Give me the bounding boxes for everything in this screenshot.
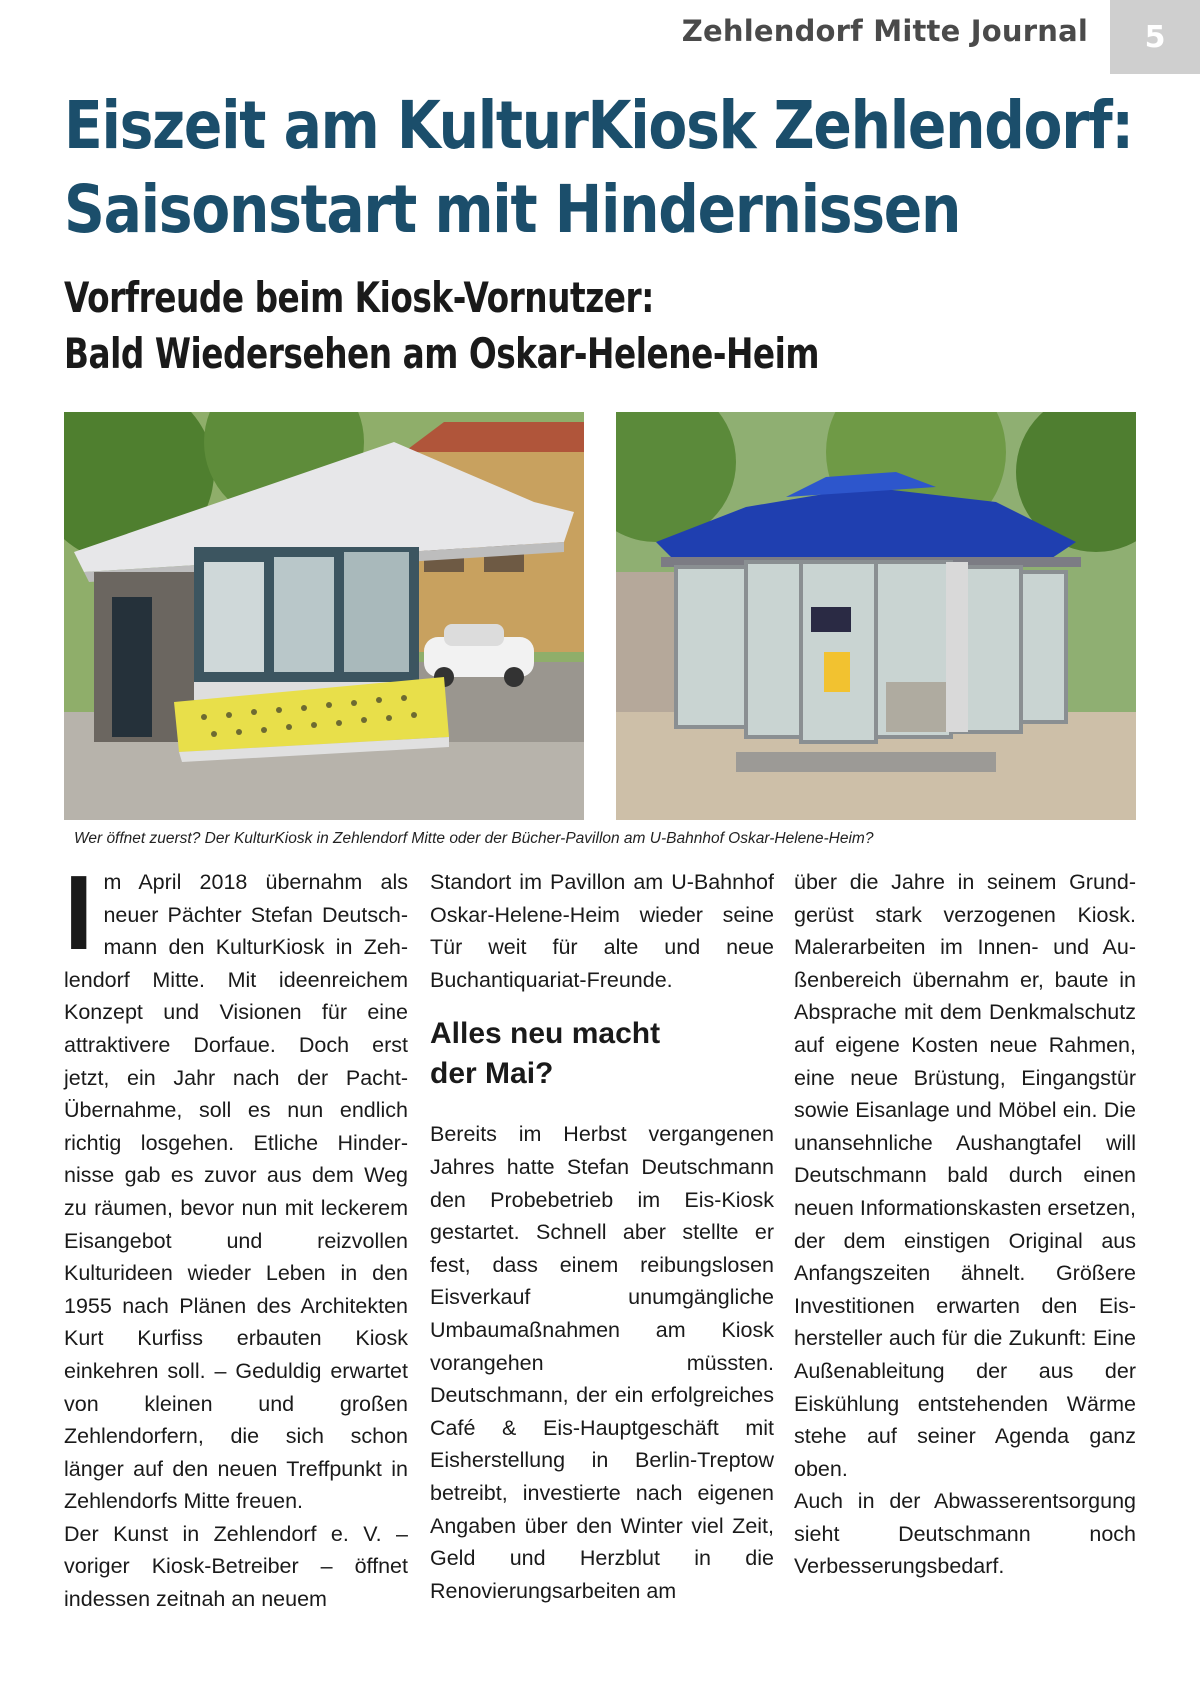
paragraph-standort: Standort im Pavillon am U-Bahnhof Oskar-Helene-Heim wieder seine Tür weit für alte und neue Buchantiquariat-Freunde. bbox=[430, 870, 774, 992]
drop-cap: I bbox=[64, 854, 94, 972]
subheadline-line-2: Bald Wiedersehen am Oskar-Helene-Heim bbox=[64, 329, 820, 378]
intro-text: m April 2018 übernahm als neuer Pächter Stefan Deutschmann den KulturKiosk in Zehlendorf Mitte. Mit ideenreichem Konzept und Visionen für eine attraktivere Dorfaue. Doch erst jetzt, ein Jahr nach der Pacht-Übernahme, soll es nun endlich richtig losgehen. Etliche Hindernisse gab es zuvor aus dem Weg zu räumen, bevor nun mit leckerem Eisangebot und reizvollen Kulturideen wieder Leben in den 1955 nach Plänen des Architekten Kurt Kurfiss erbauten Kiosk einkehren soll. – Geduldig erwartet von kleinen und großen Zehlendorfern, die sich schon länger auf den neuen Treffpunkt in Zehlendorfs Mitte freuen. bbox=[64, 870, 408, 1514]
photo-caption: Wer öffnet zuerst? Der KulturKiosk in Zehlendorf Mitte oder der Bücher-Pavillon am U-Bahnhof Oskar-Helene-Heim? bbox=[74, 830, 874, 847]
subhead-line-1: Alles neu macht bbox=[430, 1017, 661, 1051]
page-number: 5 bbox=[1144, 19, 1166, 55]
article-headline bbox=[64, 84, 1133, 252]
paragraph-probebetrieb: Bereits im Herbst vergangenen Jahres hatte Stefan Deutschmann den Probebetrieb im Eis-Kiosk gestartet. Schnell aber stellte er fest, dass einem reibungslosen Eisverkauf unumgängliche Umbaumaßnahmen am Kiosk vorangehen müssten. Deutschmann, der ein erfolgreiches Café & Eis-Hauptgeschäft mit Eisherstellung in Berlin-Treptow betreibt, investierte nach eigenen Angaben über den Winter viel Zeit, Geld und Herzblut in die Renovierungsarbeiten am bbox=[430, 1122, 774, 1603]
paragraph-intro bbox=[64, 854, 408, 1518]
article-subheadline bbox=[64, 270, 819, 382]
subhead-line-2: der Mai? bbox=[430, 1057, 554, 1091]
kulturkiosk-photo bbox=[64, 412, 584, 820]
article-column-1 bbox=[64, 854, 408, 1616]
page-number-tab bbox=[1110, 0, 1200, 74]
buecher-pavillon-photo bbox=[616, 412, 1136, 820]
paragraph-verein: Der Kunst in Zehlendorf e. V. – voriger Kiosk-Betreiber – öffnet indessen zeitnah an neuem bbox=[64, 1521, 408, 1612]
subheadline-line-1: Vorfreude beim Kiosk-Vornutzer: bbox=[64, 273, 654, 322]
headline-line-1: Eiszeit am KulturKiosk Zehlendorf: bbox=[64, 87, 1133, 164]
headline-line-2: Saisonstart mit Hindernissen bbox=[64, 171, 961, 248]
section-subhead bbox=[430, 996, 774, 1118]
journal-name: Zehlendorf Mitte Journal bbox=[681, 14, 1088, 48]
article-column-3 bbox=[794, 866, 1136, 1583]
paragraph-renovierung: über die Jahre in seinem Grundgerüst stark verzogenen Kiosk. Malerarbeiten im Innen- und Außenbereich übernahm er, baute in Absprache mit dem Denkmalschutz auf eigene Kosten neue Rahmen, eine neue Brüstung, Eingangstür sowie Eisanlage und Möbel ein. Die unansehnliche Aushangtafel will Deutschmann bald durch einen neuen Informationskasten ersetzen, der dem einstigen Original aus Anfangszeiten ähnelt. Größere Investitionen erwarten den Eishersteller auch für die Zukunft: Eine Außenableitung der aus der Eiskühlung entstehenden Wärme stehe auf seiner Agenda ganz oben. bbox=[794, 870, 1136, 1481]
article-column-2 bbox=[430, 866, 774, 1607]
paragraph-abwasser: Auch in der Abwasserentsorgung sieht Deutschmann noch Verbesserungsbedarf. bbox=[794, 1489, 1136, 1579]
